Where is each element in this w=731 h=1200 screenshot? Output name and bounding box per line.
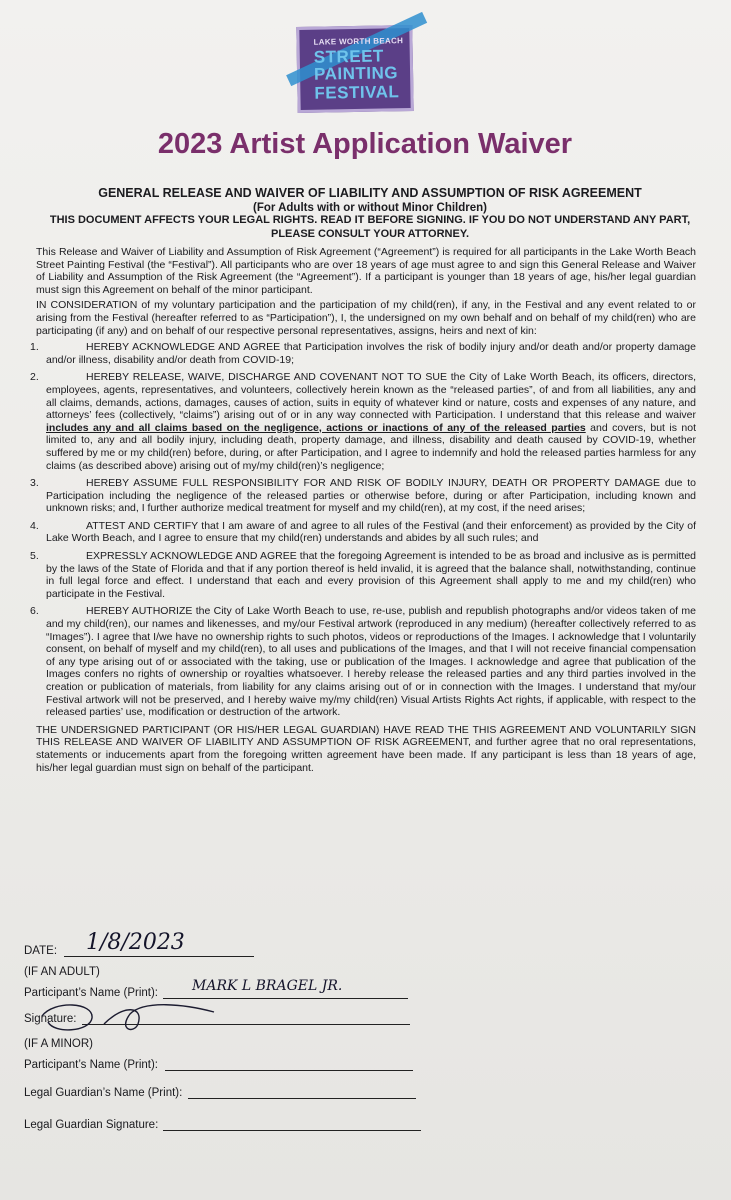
clause-number: 4. (30, 519, 39, 532)
participant-name-handwritten: MARK L BRAGEL JR. (192, 978, 343, 994)
legal-notice: THIS DOCUMENT AFFECTS YOUR LEGAL RIGHTS. READ IT BEFORE SIGNING. IF YOU DO NOT UNDERSTAND ANY PART, PLEASE CONSULT YOUR ATTORNEY. (49, 214, 691, 240)
guardian-name-field[interactable] (188, 1086, 416, 1099)
handwritten-signature (34, 994, 254, 1038)
clause-1 (30, 341, 696, 366)
clause-6 (30, 605, 696, 719)
consideration-paragraph: IN CONSIDERATION of my voluntary participation and the participation of my child(ren), if any, in the Festival and any event related to or arising from the Festival (hereafter referred to as “Participation”), I, the undersigned on my own behalf and on behalf of my child(ren) who are participating (if any) and on behalf of our respective personal representatives, assigns, heirs and next of kin: (36, 299, 696, 337)
clause-text: HEREBY ACKNOWLEDGE AND AGREE that Participation involves the risk of bodily injury and/or death and/or property damage and/or illness, disability and/or death from COVID-19; (46, 341, 696, 366)
closing-paragraph: THE UNDERSIGNED PARTICIPANT (OR HIS/HER LEGAL GUARDIAN) HAVE READ THE THIS AGREEMENT AND VOLUNTARILY SIGN THIS RELEASE AND WAIVER OF LIABILITY AND ASSUMPTION OF RISK AGREEMENT, and further agree that no oral representations, statements or inducements apart from the foregoing written agreement have been made. If any participant is less than 18 years of age, his/her legal guardian must sign on behalf of the participant. (36, 723, 696, 774)
minor-participant-name-field[interactable] (165, 1058, 413, 1071)
agreement-body (30, 246, 696, 777)
clause-text: ATTEST AND CERTIFY that I am aware of and agree to all rules of the Festival (and their enforcement) as provided by the City of Lake Worth Beach, and I agree to ensure that my child(ren) understands and abides by all such rules; and (46, 519, 696, 545)
document-subtitle-2: (For Adults with or without Minor Children) (252, 202, 487, 214)
minor-participant-name-label: Participant’s Name (Print): (24, 1059, 158, 1071)
festival-logo (296, 25, 413, 113)
clause-number: 6. (30, 605, 39, 618)
clause-text: HEREBY AUTHORIZE the City of Lake Worth Beach to use, re-use, publish and republish photographs and/or videos taken of me and my child(ren), our names and likenesses, and my/our Festival artwork (reproduced in any medium) (hereafter collectively referred to as “Images”). I agree that I/we have no ownership rights to such photos, videos or reproductions of the Images. I acknowledge that I voluntarily consent, on behalf of myself and my child(ren), to all uses and publications of the Images, and that I will not receive financial compensation of any type arising out of or associated with the taking, use or publication of the Images. I acknowledge and agree that publication of the Images confers no rights of ownership or royalties whatsoever. I hereby release the released parties and any third parties involved in the creation or publication of materials, from liability for any claims arising out of or in connection with the Images. I understand that my/our Festival artwork will not be preserved, and I hereby waive my/my child(ren) Visual Artists Rights Act rights, if applicable, with respect to the released parties’ use, modification or destruction of the artwork. (46, 605, 696, 719)
logo-line-3: PAINTING (313, 63, 399, 84)
guardian-signature-field[interactable] (163, 1118, 421, 1131)
logo-line-4: FESTIVAL (314, 82, 400, 103)
adult-label: (IF AN ADULT) (24, 966, 100, 978)
clause-2 (30, 371, 696, 472)
clause-text: EXPRESSLY ACKNOWLEDGE AND AGREE that the foregoing Agreement is intended to be as broad and inclusive as is permitted by the laws of the State of Florida and that if any portion thereof is held invalid, it is agreed that the balance shall, notwithstanding, continue in full legal force and effect. I understand that each and every provision of this Agreement shall apply to me and my child(ren) who participate in the Festival. (46, 550, 696, 600)
clause-number: 3. (30, 477, 39, 490)
logo-line-2: STREET (313, 46, 385, 67)
date-handwritten: 1/8/2023 (86, 930, 185, 955)
clause-5 (30, 550, 696, 600)
guardian-name-label: Legal Guardian’s Name (Print): (24, 1087, 183, 1099)
document-title: 2023 Artist Application Waiver (157, 128, 573, 160)
guardian-signature-label: Legal Guardian Signature: (24, 1119, 159, 1131)
date-label: DATE: (24, 945, 58, 957)
signature-label: Signature: (24, 1013, 77, 1025)
guardian-name-row (24, 1086, 416, 1099)
guardian-signature-row (24, 1118, 421, 1131)
document-subtitle: GENERAL RELEASE AND WAIVER OF LIABILITY AND ASSUMPTION OF RISK AGREEMENT (98, 186, 642, 200)
minor-label: (IF A MINOR) (24, 1038, 93, 1050)
clause-4 (30, 519, 696, 545)
clause-underlined-text: includes any and all claims based on the negligence, actions or inactions of any of the released parties (46, 421, 586, 434)
minor-participant-row (24, 1058, 413, 1071)
intro-paragraph: This Release and Waiver of Liability and Assumption of Risk Agreement (“Agreement”) is required for all participants in the Lake Worth Beach Street Painting Festival (the “Festival”). All participants who are over 18 years of age must agree to and sign this General Release and Waiver of Liability and Assumption of the Risk Agreement (the “Agreement”). If a participant is younger than 18 years of age, his/her legal guardian must sign this Agreement on behalf of the minor participant. (36, 246, 696, 296)
logo-line-1: LAKE WORTH BEACH (313, 36, 404, 47)
participant-name-label: Participant’s Name (Print): (24, 987, 158, 999)
clause-text: HEREBY ASSUME FULL RESPONSIBILITY FOR AND RISK OF BODILY INJURY, DEATH OR PROPERTY DAMAGE due to Participation including the negligence of the released parties or otherwise before, during or after Participation, including known and unknown risks; and, I further authorize medical treatment for myself and my child(ren), at my cost, if the need arises; (46, 477, 696, 515)
clause-number: 5. (30, 550, 39, 563)
clause-3 (30, 477, 696, 515)
clause-text-continued: and covers, but is not limited to, any and all bodily injury, including death, property damage, and illness, disability and death caused by COVID-19, whether suffered by me or my child(ren) before, during, or after Participation, and I agree to indemnify and hold the released parties harmless for any claims (as described above) arising out of my/my child(ren)’s negligence; (46, 421, 696, 472)
clause-number: 2. (30, 371, 39, 384)
clause-text: HEREBY RELEASE, WAIVE, DISCHARGE AND COVENANT NOT TO SUE the City of Lake Worth Beach, its officers, directors, employees, agents, representatives, and volunteers, collectively herein known as the “released parties”, of and from all liabilities, any and all claims, demands, actions, damages, causes of action, suits in equity of whatever kind or nature, costs and expenses of any nature, and attorneys’ fees (collectively, “claims”) arising out of or in any way connected with Participation. I understand that this release and waiver (46, 371, 696, 422)
clause-number: 1. (30, 341, 39, 354)
